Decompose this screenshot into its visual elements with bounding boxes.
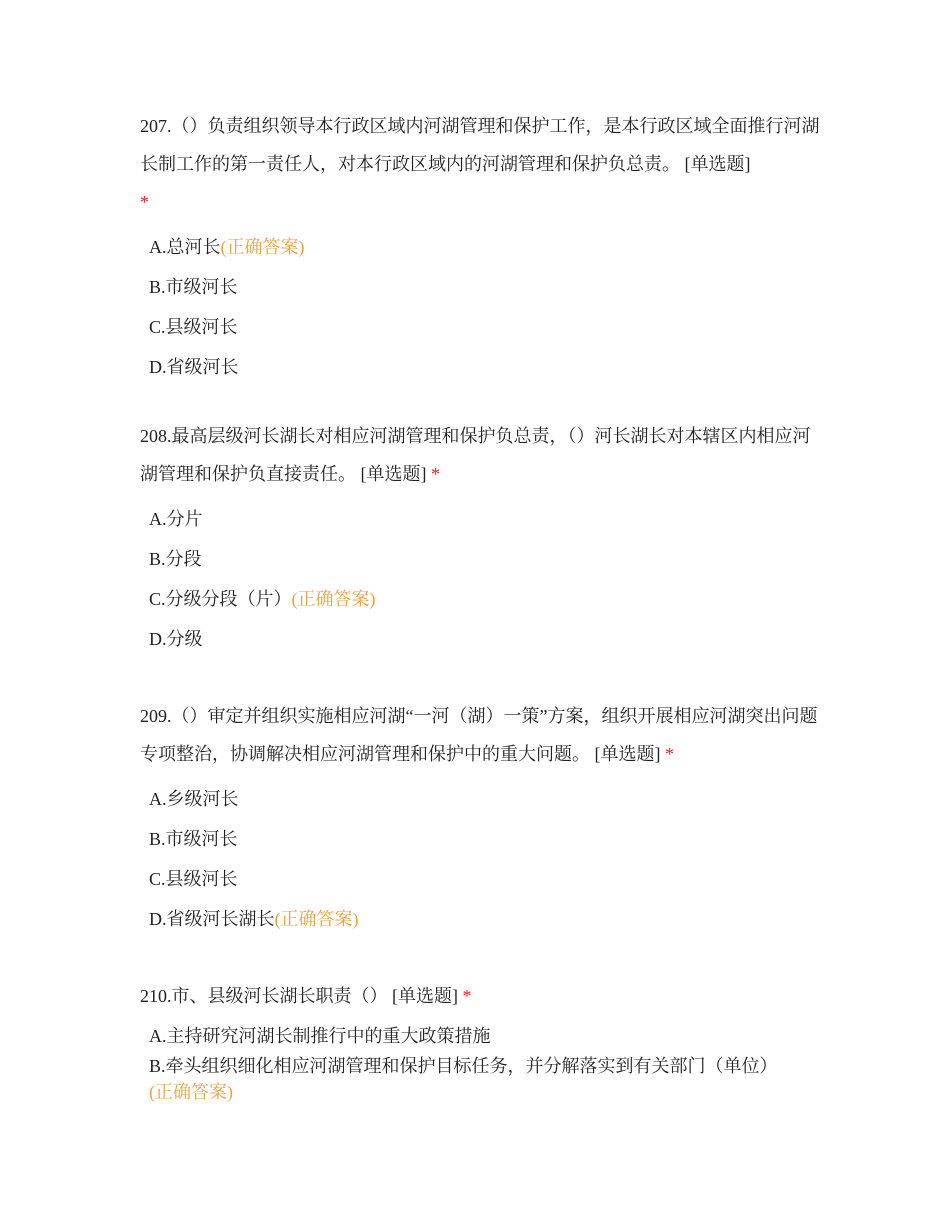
option-c[interactable] [140, 579, 820, 619]
option-d[interactable] [140, 347, 820, 387]
required-marker: * [462, 986, 472, 1006]
option-label: D.分级 [149, 629, 203, 649]
option-b[interactable] [140, 819, 820, 859]
option-label: D.省级河长 [149, 357, 239, 377]
required-marker: * [431, 464, 440, 484]
option-label: B.市级河长 [149, 277, 238, 297]
required-marker: * [665, 744, 674, 764]
option-label: B.牵头组织细化相应河湖管理和保护目标任务，并分解落实到有关部门（单位） [149, 1056, 778, 1076]
option-label: B.市级河长 [149, 829, 238, 849]
correct-answer-tag: (正确答案) [291, 589, 376, 609]
option-label: A.主持研究河湖长制推行中的重大政策措施 [149, 1026, 491, 1046]
option-label: C.县级河长 [149, 869, 238, 889]
required-marker: * [140, 192, 149, 212]
question-stem: 207.（）负责组织领导本行政区域内河湖管理和保护工作，是本行政区域全面推行河湖长制工作的第一责任人，对本行政区域内的河湖管理和保护负总责。 [单选题] [140, 116, 820, 174]
option-list [140, 779, 820, 939]
question-208 [140, 417, 820, 659]
option-a[interactable] [140, 779, 820, 819]
option-c[interactable] [140, 859, 820, 899]
option-label: A.总河长 [149, 237, 221, 257]
question-210 [140, 977, 820, 1113]
option-d[interactable] [140, 899, 820, 939]
question-stem: 210.市、县级河长湖长职责（） [单选题] [140, 986, 458, 1006]
option-label: B.分段 [149, 549, 202, 569]
option-a[interactable] [140, 499, 820, 539]
option-c[interactable] [140, 307, 820, 347]
question-text [140, 697, 820, 773]
option-list [140, 499, 820, 659]
option-b[interactable] [140, 1053, 820, 1105]
correct-answer-tag: (正确答案) [220, 237, 305, 257]
question-text [140, 107, 820, 221]
option-list [140, 227, 820, 387]
question-stem: 208.最高层级河长湖长对相应河湖管理和保护负总责，（）河长湖长对本辖区内相应河湖管理和保护负直接责任。 [单选题] [140, 426, 811, 484]
option-a[interactable] [140, 1019, 820, 1053]
option-d[interactable] [140, 619, 820, 659]
question-209 [140, 697, 820, 939]
option-label: C.县级河长 [149, 317, 238, 337]
correct-answer-tag: (正确答案) [274, 909, 359, 929]
option-label: A.分片 [149, 509, 203, 529]
correct-answer-tag: (正确答案) [149, 1082, 233, 1102]
question-text [140, 977, 820, 1015]
question-207 [140, 107, 820, 387]
option-label: D.省级河长湖长 [149, 909, 275, 929]
option-label: A.乡级河长 [149, 789, 239, 809]
question-stem: 209.（）审定并组织实施相应河湖“一河（湖）一策”方案，组织开展相应河湖突出问题专项整治，协调解决相应河湖管理和保护中的重大问题。 [单选题] [140, 706, 818, 764]
option-b[interactable] [140, 267, 820, 307]
option-a[interactable] [140, 227, 820, 267]
option-b[interactable] [140, 539, 820, 579]
option-list [140, 1019, 820, 1105]
question-text [140, 417, 820, 493]
option-label: C.分级分段（片） [149, 589, 292, 609]
